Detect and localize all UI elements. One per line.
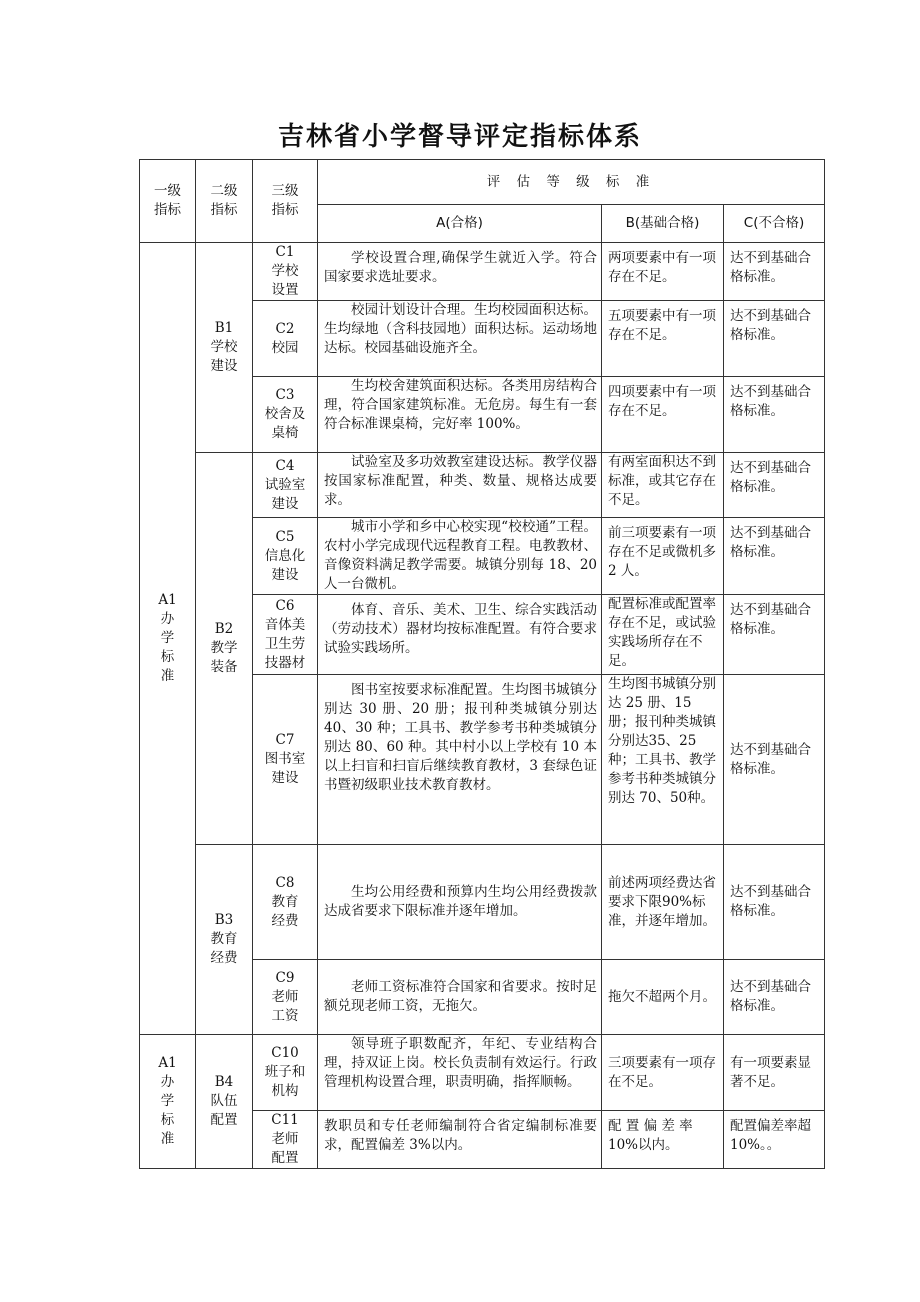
grade-a-cell: 城市小学和乡中心校实现“校校通”工程。农村小学完成现代远程教育工程。电教教材、音像资料满足教学需要。城镇分别每 18、20 人一台微机。 (318, 518, 602, 595)
level2-b2: B2 教学 装备 (196, 453, 253, 845)
grade-c-cell: 达不到基础合格标准。 (724, 243, 825, 301)
grade-b-cell: 两项要素中有一项存在不足。 (602, 243, 724, 301)
header-grade-b: B(基础合格) (602, 205, 724, 243)
grade-a-cell: 领导班子职数配齐，年纪、专业结构合理，持双证上岗。校长负责制有效运行。行政管理机构设置合理，职责明确，指挥顺畅。 (318, 1035, 602, 1111)
grade-a-cell: 学校设置合理,确保学生就近入学。符合国家要求选址要求。 (318, 243, 602, 301)
evaluation-table (139, 159, 825, 1169)
grade-b-cell: 五项要素中有一项存在不足。 (602, 301, 724, 377)
header-standards: 评 估 等 级 标 准 (318, 160, 825, 205)
level3-c3: C3 校舍及 桌椅 (253, 377, 318, 453)
level3-c4: C4 试验室 建设 (253, 453, 318, 518)
grade-c-cell: 有一项要素显著不足。 (724, 1035, 825, 1111)
level2-b4: B4 队伍 配置 (196, 1035, 253, 1169)
grade-c-cell: 达不到基础合格标准。 (724, 377, 825, 453)
grade-b-cell: 配 置 偏 差 率10%以内。 (602, 1111, 724, 1169)
header-level2: 二级 指标 (196, 160, 253, 243)
grade-a-cell: 生均校舍建筑面积达标。各类用房结构合理，符合国家建筑标准。无危房。每生有一套符合标准课桌椅，完好率 100%。 (318, 377, 602, 453)
level1-a1-second: A1 办 学 标 准 (140, 1035, 196, 1169)
grade-c-cell: 达不到基础合格标准。 (724, 960, 825, 1035)
level3-c2: C2 校园 (253, 301, 318, 377)
table-row (140, 453, 825, 518)
table-row (140, 845, 825, 960)
header-grade-a: A(合格) (318, 205, 602, 243)
level3-c9: C9 老师 工资 (253, 960, 318, 1035)
grade-b-cell: 四项要素中有一项存在不足。 (602, 377, 724, 453)
grade-b-cell: 拖欠不超两个月。 (602, 960, 724, 1035)
grade-b-cell: 有两室面积达不到标准，或其它存在不足。 (602, 453, 724, 518)
level1-a1: A1 办 学 标 准 (140, 243, 196, 1035)
grade-a-cell: 体育、音乐、美术、卫生、综合实践活动（劳动技术）器材均按标准配置。有符合要求试验实践场所。 (318, 595, 602, 675)
grade-b-cell: 前述两项经费达省要求下限90%标准，并逐年增加。 (602, 845, 724, 960)
grade-a-cell: 教职员和专任老师编制符合省定编制标准要求，配置偏差 3%以内。 (318, 1111, 602, 1169)
grade-a-cell: 校园计划设计合理。生均校园面积达标。生均绿地（含科技园地）面积达标。运动场地达标。校园基础设施齐全。 (318, 301, 602, 377)
level3-c8: C8 教育 经费 (253, 845, 318, 960)
grade-b-cell: 配置标准或配置率存在不足，或试验实践场所存在不足。 (602, 595, 724, 675)
level3-c11: C11 老师 配置 (253, 1111, 318, 1169)
grade-c-cell: 配置偏差率超 10%。。 (724, 1111, 825, 1169)
grade-b-cell: 生均图书城镇分别达 25 册、15 册；报刊种类城镇分别达35、25 种；工具书、教学参考书种类城镇分别达 70、50种。 (602, 675, 724, 845)
grade-a-cell: 老师工资标准符合国家和省要求。按时足额兑现老师工资，无拖欠。 (318, 960, 602, 1035)
grade-b-cell: 三项要素有一项存在不足。 (602, 1035, 724, 1111)
grade-a-cell: 试验室及多功效教室建设达标。教学仪器按国家标准配置，种类、数量、规格达成要求。 (318, 453, 602, 518)
level3-c7: C7 图书室 建设 (253, 675, 318, 845)
header-level3: 三级 指标 (253, 160, 318, 243)
grade-b-cell: 前三项要素有一项存在不足或微机多 2 人。 (602, 518, 724, 595)
grade-c-cell: 达不到基础合格标准。 (724, 675, 825, 845)
level3-c5: C5 信息化 建设 (253, 518, 318, 595)
level3-c1: C1 学校 设置 (253, 243, 318, 301)
grade-c-cell: 达不到基础合格标准。 (724, 518, 825, 595)
grade-c-cell: 达不到基础合格标准。 (724, 595, 825, 675)
grade-a-cell: 生均公用经费和预算内生均公用经费拨款达成省要求下限标准并逐年增加。 (318, 845, 602, 960)
page-title: 吉林省小学督导评定指标体系 (277, 122, 642, 152)
grade-c-cell: 达不到基础合格标准。 (724, 453, 825, 518)
table-row (140, 243, 825, 301)
level3-c6: C6 音体美 卫生劳 技器材 (253, 595, 318, 675)
grade-c-cell: 达不到基础合格标准。 (724, 301, 825, 377)
header-level1: 一级 指标 (140, 160, 196, 243)
table-row (140, 1035, 825, 1111)
header-grade-c: C(不合格) (724, 205, 825, 243)
level2-b3: B3 教育 经费 (196, 845, 253, 1035)
grade-c-cell: 达不到基础合格标准。 (724, 845, 825, 960)
level3-c10: C10 班子和 机构 (253, 1035, 318, 1111)
grade-a-cell: 图书室按要求标准配置。生均图书城镇分别达 30 册、20 册；报刊种类城镇分别达 40、30 种；工具书、教学参考书种类城镇分别达 80、60 种。其中村小以上学校有 10 本以上扫盲和扫盲后继续教育教材，3 套绿色证书暨初级职业技术教育教材。 (318, 675, 602, 845)
level2-b1: B1 学校 建设 (196, 243, 253, 453)
